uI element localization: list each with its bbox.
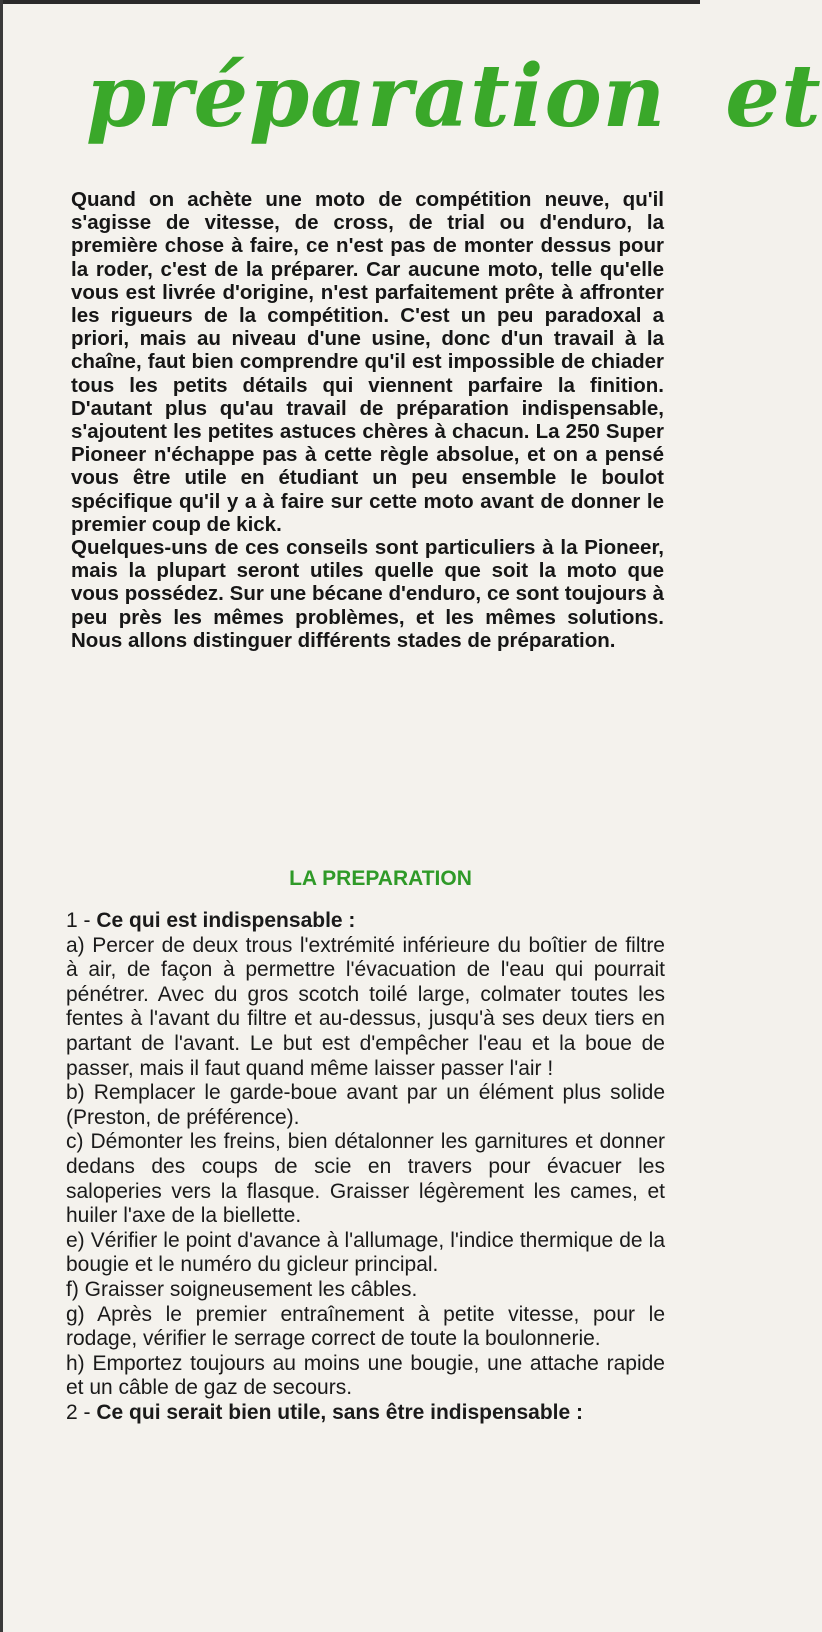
list-heading-2 (66, 1401, 665, 1426)
list-item: h) Emportez toujours au moins une bougie, une attache rapide et un câble de gaz de secours. (66, 1351, 665, 1400)
section-title: LA PREPARATION (289, 867, 472, 890)
left-border-rule (0, 0, 3, 1632)
list-item: f) Graisser soigneusement les câbles. (66, 1277, 418, 1301)
headline: préparation et (86, 46, 822, 147)
list-number-1: 1 - (66, 909, 91, 932)
intro-paragraph-1: Quand on achète une moto de compétition neuve, qu'il s'agisse de vitesse, de cross, de trial ou d'enduro, la première chose à faire, ce n'est pas de monter dessus pour la roder, c'est de la préparer. Car aucune moto, telle qu'elle vous est livrée d'origine, n'est parfaitement prête à affronter les rigueurs de la compétition. C'est un peu paradoxal a priori, mais au niveau d'une usine, donc d'un travail à la chaîne, faut bien comprendre qu'il est impossible de chiader tous les petits détails qui viennent parfaire la finition. D'autant plus qu'au travail de préparation indispensable, s'ajoutent les petites astuces chères à chacun. La 250 Super Pioneer n'échappe pas à cette règle absolue, et on a pensé vous être utile en étudiant un peu ensemble le boulot spécifique qu'il y a à faire sur cette moto avant de donner le premier coup de kick. (71, 188, 664, 536)
list-item: c) Démonter les freins, bien détalonner les garnitures et donner dedans des coups de scie en travers pour évacuer les saloperies vers la flasque. Graisser légèrement les cames, et huiler l'axe de la biellette. (66, 1130, 665, 1228)
list-item: a) Percer de deux trous l'extrémité inférieure du boîtier de filtre à air, de façon à permettre l'évacuation de l'eau qui pourrait pénétrer. Avec du gros scotch toilé large, colmater toutes les fentes à l'avant du filtre et au-dessus, jusqu'à ses deux tiers en partant de l'avant. Le but est d'empêcher l'eau et la boue de passer, mais il faut quand même laisser passer l'air ! (66, 933, 665, 1080)
list-heading-text-1: Ce qui est indispensable : (96, 909, 356, 932)
intro-paragraph-2: Quelques-uns de ces conseils sont particuliers à la Pioneer, mais la plupart seront utiles quelle que soit la moto que vous possédez. Sur une bécane d'enduro, ce sont toujours à peu près les mêmes problèmes, et les mêmes solutions. Nous allons distinguer différents stades de préparation. (71, 536, 664, 652)
intro-text (71, 188, 664, 652)
list-heading-1 (66, 909, 665, 934)
top-border-rule (0, 0, 700, 4)
list-heading-text-2: Ce qui serait bien utile, sans être indispensable : (96, 1400, 583, 1424)
list-number-2: 2 - (66, 1400, 91, 1424)
list-item: e) Vérifier le point d'avance à l'allumage, l'indice thermique de la bougie et le numéro du gicleur principal. (66, 1228, 665, 1277)
list-item: b) Remplacer le garde-boue avant par un élément plus solide (Preston, de préférence). (66, 1081, 665, 1129)
list-item: g) Après le premier entraînement à petite vitesse, pour le rodage, vérifier le serrage correct de toute la boulonnerie. (66, 1302, 665, 1351)
preparation-list (66, 909, 665, 1425)
